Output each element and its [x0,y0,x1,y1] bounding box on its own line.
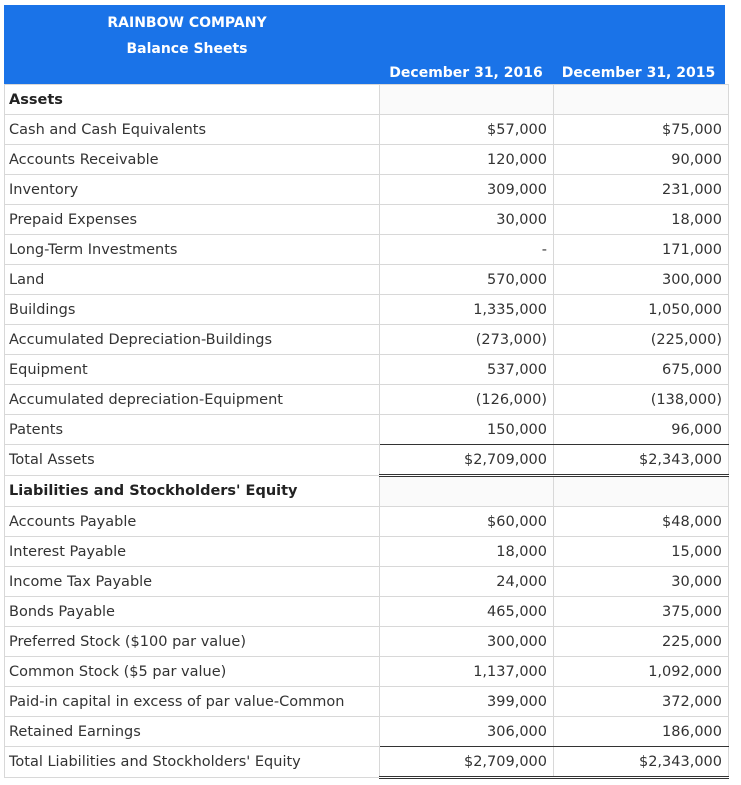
value-2015 [554,476,729,507]
statement-title: Balance Sheets [126,41,248,57]
value-2016: 306,000 [380,717,554,747]
value-2016: 18,000 [380,537,554,567]
row-label: Prepaid Expenses [5,205,380,235]
row-label: Income Tax Payable [5,567,380,597]
table-row [5,415,729,445]
value-2015 [554,85,729,115]
value-2015: $2,343,000 [554,747,729,778]
value-2015: 1,050,000 [554,295,729,325]
value-2016: - [380,235,554,265]
value-2016: 537,000 [380,355,554,385]
table-row [5,385,729,415]
table-row [5,717,729,747]
table-row [5,567,729,597]
value-2015: 186,000 [554,717,729,747]
table-header [4,5,725,84]
row-label: Assets [5,85,380,115]
row-label: Accumulated Depreciation-Buildings [5,325,380,355]
table-row [5,325,729,355]
value-2016 [380,85,554,115]
section-heading [5,85,729,115]
row-label: Interest Payable [5,537,380,567]
value-2016: $2,709,000 [380,747,554,778]
value-2015: $48,000 [554,507,729,537]
row-label: Bonds Payable [5,597,380,627]
value-2015: $2,343,000 [554,445,729,476]
column-header-2016: December 31, 2016 [389,65,543,81]
value-2015: 225,000 [554,627,729,657]
value-2015: 30,000 [554,567,729,597]
row-label: Preferred Stock ($100 par value) [5,627,380,657]
value-2016: 465,000 [380,597,554,627]
balance-sheet [4,5,725,779]
value-2016: 300,000 [380,627,554,657]
value-2015: 375,000 [554,597,729,627]
row-label: Total Assets [5,445,380,476]
value-2015: 231,000 [554,175,729,205]
value-2016: 120,000 [380,145,554,175]
value-2015: 171,000 [554,235,729,265]
total-row [5,747,729,778]
table-row [5,205,729,235]
value-2015: 1,092,000 [554,657,729,687]
table-row [5,145,729,175]
row-label: Land [5,265,380,295]
value-2016: 24,000 [380,567,554,597]
table-row [5,627,729,657]
value-2015: $75,000 [554,115,729,145]
value-2016: (273,000) [380,325,554,355]
value-2015: (225,000) [554,325,729,355]
value-2016: 30,000 [380,205,554,235]
value-2015: 90,000 [554,145,729,175]
row-label: Cash and Cash Equivalents [5,115,380,145]
row-label: Inventory [5,175,380,205]
table-row [5,235,729,265]
table-row [5,597,729,627]
value-2016: 570,000 [380,265,554,295]
value-2015: 15,000 [554,537,729,567]
row-label: Accounts Receivable [5,145,380,175]
value-2015: 300,000 [554,265,729,295]
table-row [5,265,729,295]
table-row [5,537,729,567]
table-row [5,507,729,537]
value-2016: (126,000) [380,385,554,415]
table-row [5,687,729,717]
company-name: RAINBOW COMPANY [107,15,267,31]
table-row [5,355,729,385]
row-label: Patents [5,415,380,445]
value-2016: 1,137,000 [380,657,554,687]
value-2016: $2,709,000 [380,445,554,476]
value-2016: 399,000 [380,687,554,717]
value-2015: 675,000 [554,355,729,385]
value-2016: 150,000 [380,415,554,445]
row-label: Accumulated depreciation-Equipment [5,385,380,415]
row-label: Common Stock ($5 par value) [5,657,380,687]
value-2015: 18,000 [554,205,729,235]
row-label: Equipment [5,355,380,385]
value-2015: 372,000 [554,687,729,717]
row-label: Liabilities and Stockholders' Equity [5,476,380,507]
table-row [5,115,729,145]
value-2016: 1,335,000 [380,295,554,325]
table-row [5,295,729,325]
total-row [5,445,729,476]
value-2016: $60,000 [380,507,554,537]
value-2016: $57,000 [380,115,554,145]
value-2015: 96,000 [554,415,729,445]
row-label: Total Liabilities and Stockholders' Equity [5,747,380,778]
row-label: Long-Term Investments [5,235,380,265]
row-label: Retained Earnings [5,717,380,747]
value-2015: (138,000) [554,385,729,415]
row-label: Paid-in capital in excess of par value-Common [5,687,380,717]
value-2016: 309,000 [380,175,554,205]
row-label: Buildings [5,295,380,325]
row-label: Accounts Payable [5,507,380,537]
value-2016 [380,476,554,507]
column-header-2015: December 31, 2015 [561,65,716,81]
table-row [5,175,729,205]
balance-table [4,84,729,779]
section-heading [5,476,729,507]
table-row [5,657,729,687]
